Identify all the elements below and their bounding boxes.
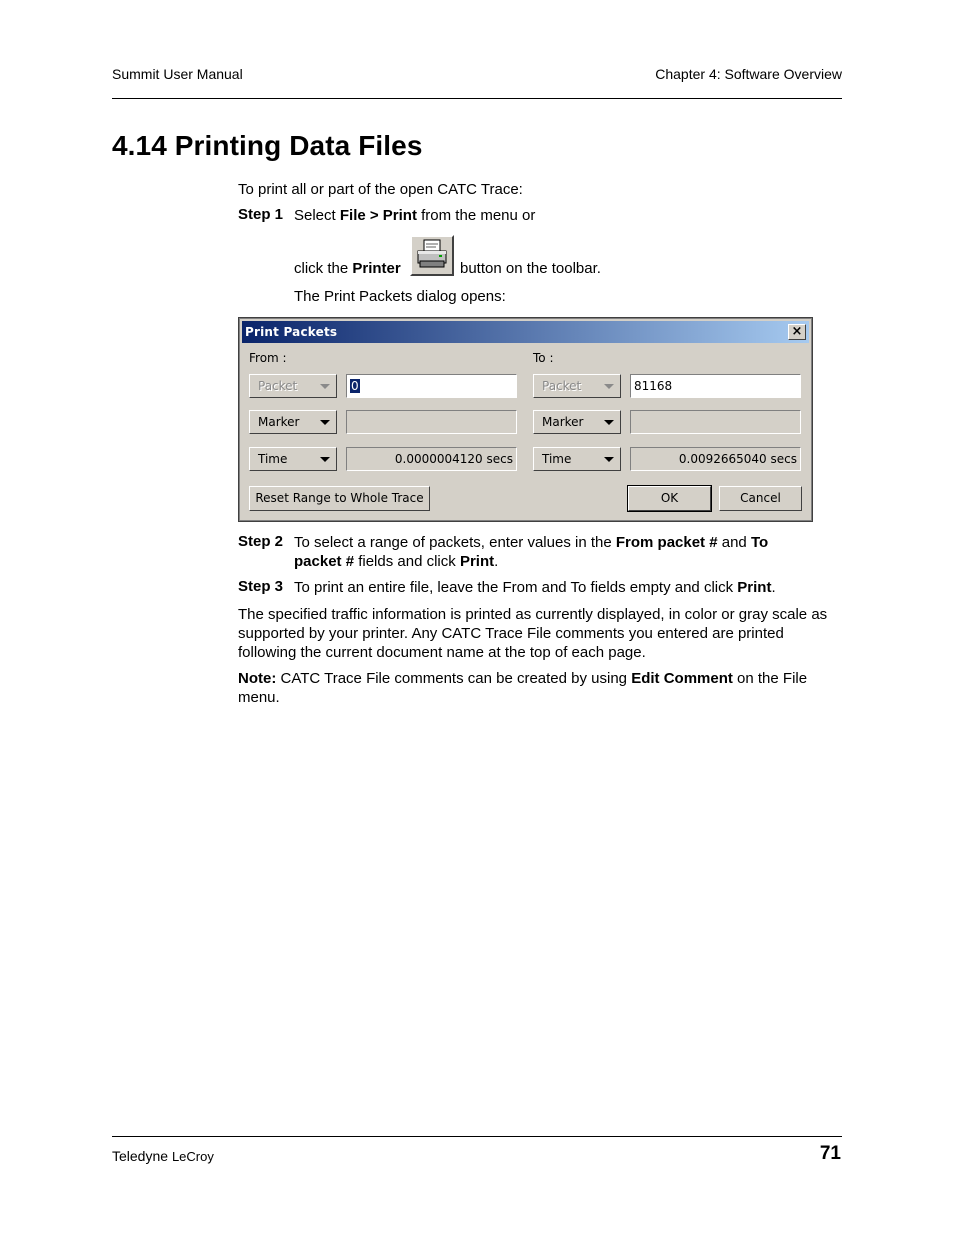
step2-label: Step 2 [238, 533, 284, 550]
from-packet-input[interactable]: 0 [346, 374, 517, 398]
step1-line2-end: button on the toolbar. [460, 260, 601, 277]
footer-rule [112, 1136, 842, 1137]
chevron-down-icon [604, 384, 614, 389]
printer-toolbar-button[interactable] [410, 235, 454, 276]
print-packets-dialog [239, 318, 812, 521]
running-header-left: Summit User Manual [112, 66, 243, 82]
dialog-titlebar [242, 321, 809, 343]
to-time-input[interactable]: 0.0092665040 secs [630, 447, 801, 471]
to-time-combo[interactable]: Time [533, 447, 621, 471]
step1-label: Step 1 [238, 206, 284, 223]
to-marker-input[interactable] [630, 410, 801, 434]
step3-text: To print an entire file, leave the From and To fields empty and click Print. [294, 579, 776, 596]
section-title: 4.14 Printing Data Files [112, 130, 423, 161]
chevron-down-icon [604, 420, 614, 425]
note-paragraph: Note: CATC Trace File comments can be created by using Edit Comment on the File menu. [238, 670, 808, 706]
step1-line2: click the Printer [294, 260, 401, 277]
ok-button[interactable]: OK [628, 486, 711, 511]
reset-range-button[interactable]: Reset Range to Whole Trace [249, 486, 430, 511]
cancel-button[interactable]: Cancel [719, 486, 802, 511]
step3-label: Step 3 [238, 578, 284, 595]
dialog-title: Print Packets [245, 325, 338, 339]
step1-line3: The Print Packets dialog opens: [294, 288, 506, 305]
from-marker-input[interactable] [346, 410, 517, 434]
footer-company: Teledyne LeCroy [112, 1148, 214, 1164]
step1-line1: Select File > Print from the menu or [294, 207, 536, 224]
to-packet-combo[interactable]: Packet [533, 374, 621, 398]
to-label: To : [533, 351, 554, 365]
from-marker-combo[interactable]: Marker [249, 410, 337, 434]
from-label: From : [249, 351, 287, 365]
chevron-down-icon [320, 457, 330, 462]
running-header-right: Chapter 4: Software Overview [655, 66, 842, 82]
to-marker-combo[interactable]: Marker [533, 410, 621, 434]
close-icon[interactable]: × [788, 324, 806, 340]
chevron-down-icon [604, 457, 614, 462]
intro-text: To print all or part of the open CATC Trace: [238, 181, 523, 198]
page-number: 71 [819, 1143, 841, 1164]
printer-icon [412, 237, 452, 274]
from-packet-combo[interactable]: Packet [249, 374, 337, 398]
to-packet-input[interactable]: 81168 [630, 374, 801, 398]
from-time-combo[interactable]: Time [249, 447, 337, 471]
chevron-down-icon [320, 420, 330, 425]
from-time-input[interactable]: 0.0000004120 secs [346, 447, 517, 471]
header-rule [112, 98, 842, 99]
body-paragraph: The specified traffic information is printed as currently displayed, in color or gray scale as supported by your printer. Any CATC Trace File comments you entered are printed following the current document name at the top of each page. [238, 606, 828, 661]
chevron-down-icon [320, 384, 330, 389]
step2-text: To select a range of packets, enter values in the From packet # and To packet # fields and click Print. [294, 534, 769, 570]
